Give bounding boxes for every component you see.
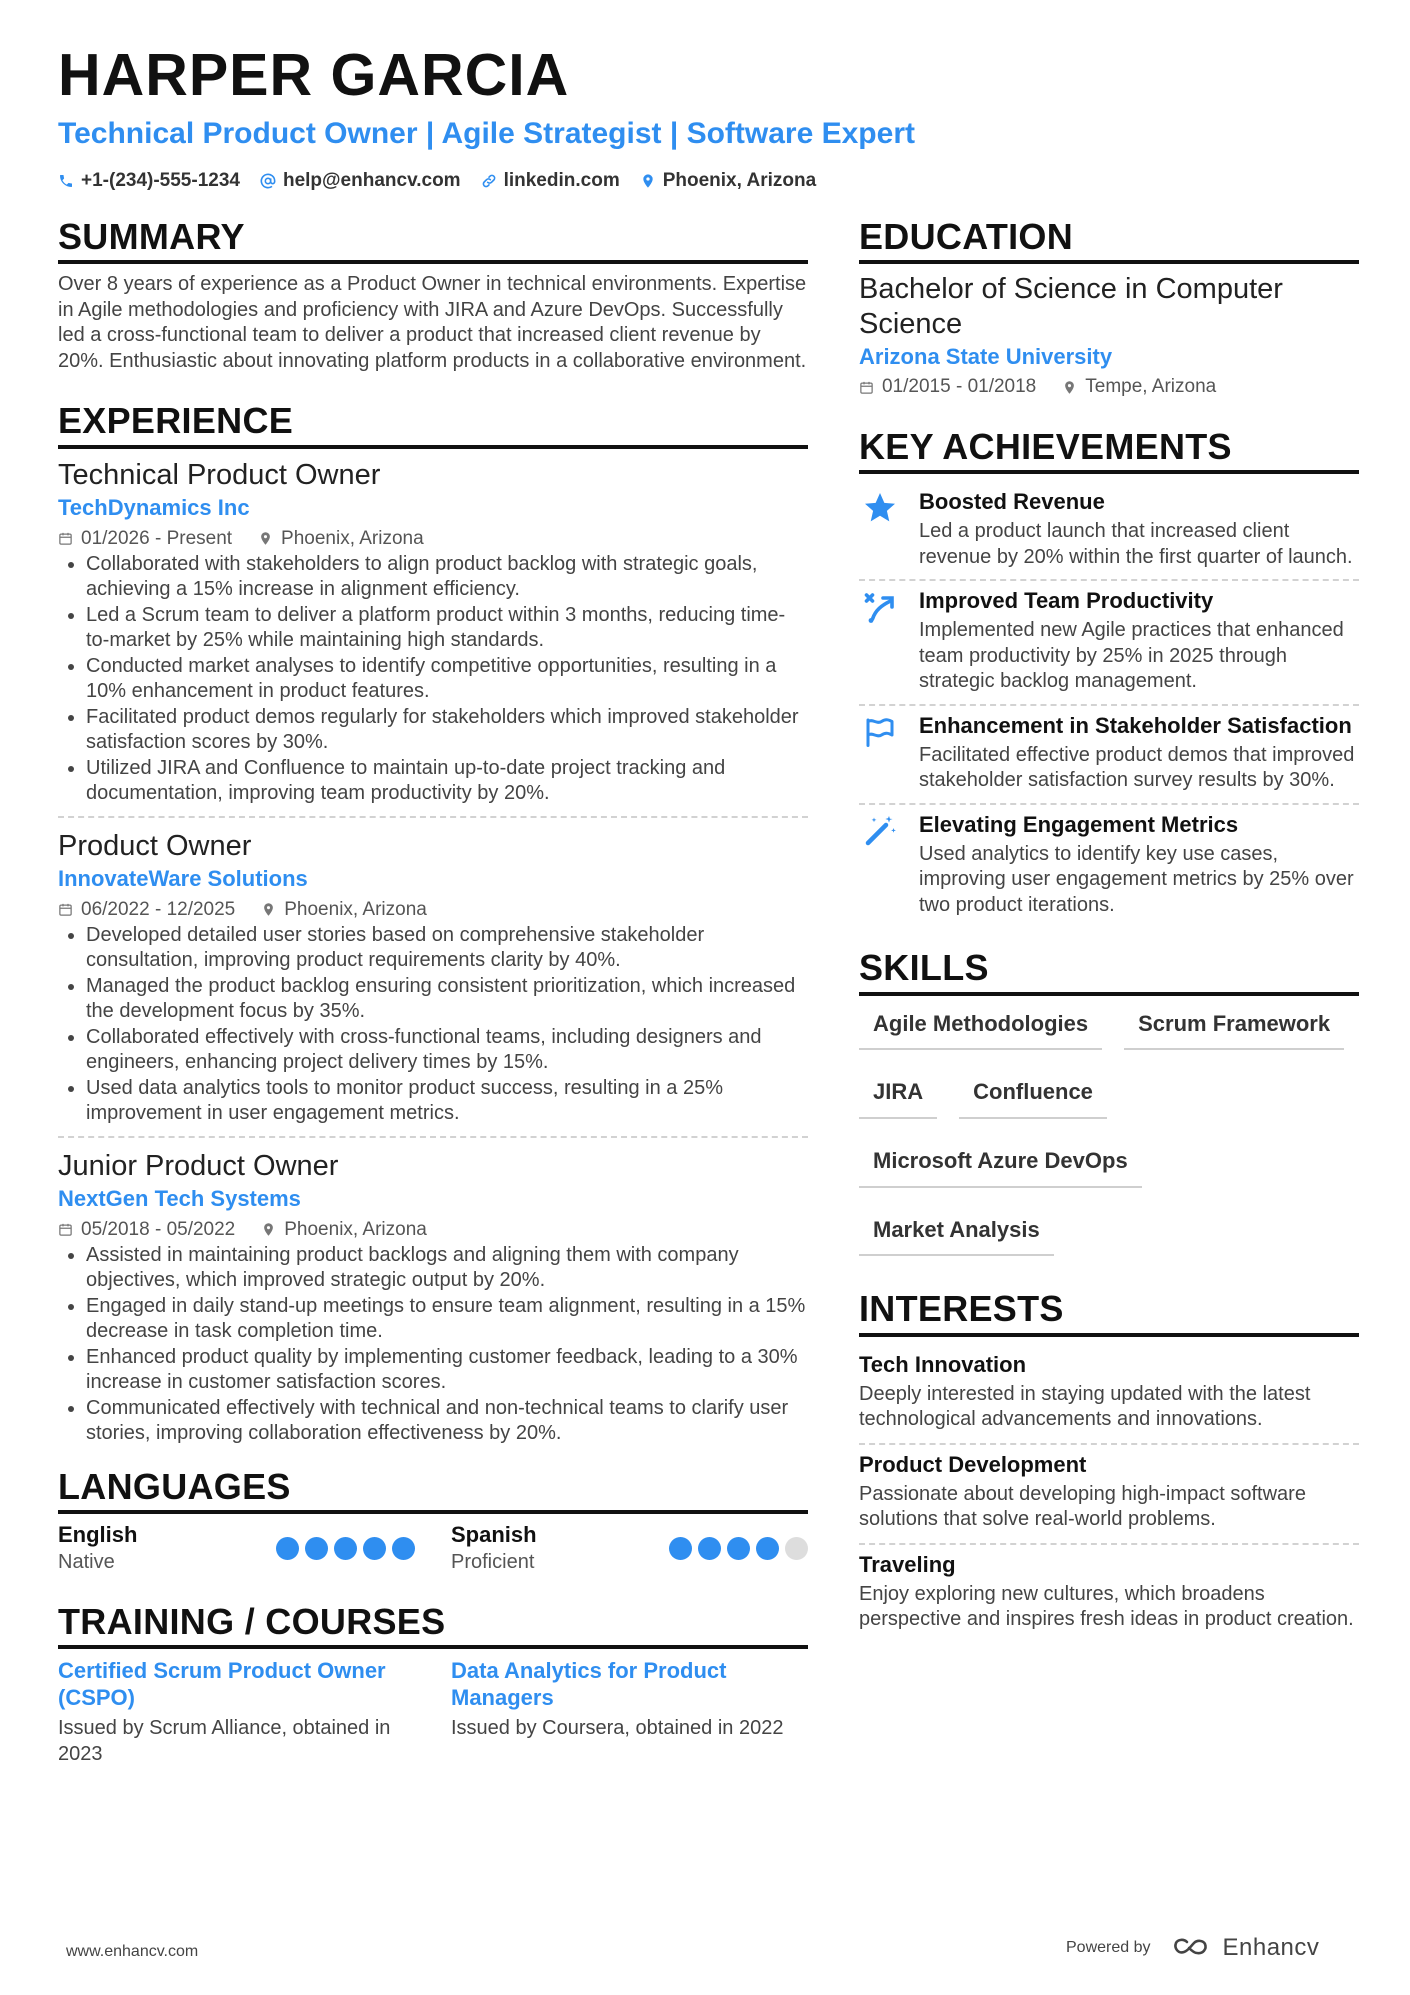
achievement-title: Boosted Revenue bbox=[919, 489, 1105, 515]
achievement-item bbox=[859, 706, 1359, 805]
interest-title: Traveling bbox=[859, 1551, 956, 1577]
interest-title: Tech Innovation bbox=[859, 1351, 1027, 1377]
job-company: TechDynamics Inc bbox=[58, 495, 250, 521]
course-desc: Issued by Scrum Alliance, obtained in 2023 bbox=[58, 1717, 391, 1765]
job-location bbox=[261, 899, 427, 921]
rating-dot-filled bbox=[392, 1537, 415, 1560]
job-bullet: • Enhanced product quality by implementing customer feedback, leading to a 30% increase in customer satisfaction scores. bbox=[86, 1345, 808, 1396]
experience-title: EXPERIENCE bbox=[58, 400, 808, 448]
interests-section bbox=[859, 1288, 1359, 1642]
rating-dot-filled bbox=[334, 1537, 357, 1560]
language-level: Native bbox=[58, 1550, 115, 1573]
courses-list bbox=[58, 1657, 808, 1767]
powered-by-text: Powered by bbox=[1066, 1939, 1151, 1956]
job-company: InnovateWare Solutions bbox=[58, 866, 308, 892]
linkedin-text: linkedin.com bbox=[503, 170, 620, 191]
contact-email[interactable] bbox=[260, 170, 461, 192]
rating-dot-filled bbox=[727, 1537, 750, 1560]
contact-linkedin[interactable] bbox=[481, 170, 620, 192]
job-role: Product Owner bbox=[58, 829, 252, 862]
map-pin-icon bbox=[261, 902, 276, 917]
job-location bbox=[261, 1219, 427, 1241]
flag-icon bbox=[862, 714, 898, 750]
brand-name: Enhancv bbox=[1222, 1934, 1320, 1961]
brand-logo[interactable] bbox=[1167, 1934, 1320, 1962]
job-bullet: • Facilitated product demos regularly for stakeholders which improved stakeholder satisfaction scores by 30%. bbox=[86, 705, 808, 756]
job-bullet: • Communicated effectively with technical and non-technical teams to clarify user stories, improving collaboration effectiveness by 20%. bbox=[86, 1396, 808, 1447]
star-icon bbox=[862, 490, 898, 526]
achievement-item bbox=[859, 581, 1359, 706]
job-bullets bbox=[58, 923, 808, 1127]
skill-tag: JIRA bbox=[859, 1072, 937, 1119]
languages-title: LANGUAGES bbox=[58, 1466, 808, 1514]
job-bullet: • Assisted in maintaining product backlogs and aligning them with company objectives, which improved strategic output by 20%. bbox=[86, 1243, 808, 1294]
achievement-item bbox=[859, 805, 1359, 928]
contact-location bbox=[640, 170, 816, 192]
job-dates bbox=[58, 528, 232, 550]
rating-dot-filled bbox=[276, 1537, 299, 1560]
interest-desc: Enjoy exploring new cultures, which broadens perspective and inspires fresh ideas in product creation. bbox=[859, 1582, 1354, 1631]
education-dates-text: 01/2015 - 01/2018 bbox=[882, 376, 1037, 398]
summary-title: SUMMARY bbox=[58, 216, 808, 264]
interest-desc: Deeply interested in staying updated with the latest technological advancements and innovations. bbox=[859, 1382, 1311, 1431]
course-title: Certified Scrum Product Owner (CSPO) bbox=[58, 1658, 386, 1711]
job-role: Technical Product Owner bbox=[58, 458, 381, 491]
rating-dot-filled bbox=[756, 1537, 779, 1560]
email-text: help@enhancv.com bbox=[282, 170, 461, 191]
job-bullet: • Used data analytics tools to monitor product success, resulting in a 25% improvement in user engagement metrics. bbox=[86, 1076, 808, 1127]
rating-dot-empty bbox=[785, 1537, 808, 1560]
magic-wand-icon bbox=[862, 813, 898, 849]
map-pin-icon bbox=[261, 1222, 276, 1237]
course-desc: Issued by Coursera, obtained in 2022 bbox=[451, 1717, 784, 1740]
calendar-icon bbox=[58, 902, 73, 917]
school: Arizona State University bbox=[859, 344, 1113, 370]
skills-title: SKILLS bbox=[859, 947, 1359, 995]
degree: Bachelor of Science in Computer Science bbox=[859, 273, 1283, 341]
job-bullet: • Utilized JIRA and Confluence to maintain up-to-date project tracking and documentation, improving team productivity by 20%. bbox=[86, 756, 808, 807]
job-location-text: Phoenix, Arizona bbox=[284, 1218, 427, 1240]
job-dates bbox=[58, 1219, 235, 1241]
footer-website[interactable]: www.enhancv.com bbox=[66, 1943, 199, 1960]
interest-desc: Passionate about developing high-impact software solutions that solve real-world problems. bbox=[859, 1482, 1306, 1531]
headline: Technical Product Owner | Agile Strategist | Software Expert bbox=[58, 117, 915, 150]
language-item bbox=[451, 1522, 808, 1574]
language-name: Spanish bbox=[451, 1522, 537, 1548]
map-pin-icon bbox=[258, 531, 273, 546]
contact-bar bbox=[58, 170, 816, 192]
rating-dot-filled bbox=[363, 1537, 386, 1560]
interest-item bbox=[859, 1445, 1359, 1545]
achievement-title: Elevating Engagement Metrics bbox=[919, 811, 1239, 837]
education-title: EDUCATION bbox=[859, 216, 1359, 264]
language-name: English bbox=[58, 1522, 138, 1548]
course-item bbox=[58, 1657, 415, 1767]
map-pin-icon bbox=[640, 173, 656, 189]
achievement-title: Improved Team Productivity bbox=[919, 588, 1214, 614]
job-bullet: • Led a Scrum team to deliver a platform product within 3 months, reducing time-to-market by 25% while maintaining high standards. bbox=[86, 603, 808, 654]
location-text: Phoenix, Arizona bbox=[662, 170, 817, 191]
language-rating bbox=[669, 1537, 808, 1560]
right-column bbox=[859, 216, 1359, 1643]
job-bullet: • Collaborated with stakeholders to align product backlog with strategic goals, achieving a 15% increase in alignment efficiency. bbox=[86, 552, 808, 603]
job-entry bbox=[58, 1148, 808, 1456]
job-dates bbox=[58, 899, 235, 921]
job-dates-text: 06/2022 - 12/2025 bbox=[81, 898, 236, 920]
interest-item bbox=[859, 1345, 1359, 1445]
calendar-icon bbox=[58, 1222, 73, 1237]
job-company: NextGen Tech Systems bbox=[58, 1186, 301, 1212]
strategy-icon bbox=[862, 589, 898, 625]
map-pin-icon bbox=[1062, 380, 1077, 395]
job-location-text: Phoenix, Arizona bbox=[284, 898, 427, 920]
job-bullets bbox=[58, 1243, 808, 1447]
education-section bbox=[859, 216, 1359, 398]
skill-tag: Scrum Framework bbox=[1124, 1004, 1344, 1051]
contact-phone[interactable] bbox=[58, 170, 240, 192]
language-item bbox=[58, 1522, 415, 1574]
job-entry bbox=[58, 457, 808, 818]
interests-title: INTERESTS bbox=[859, 1288, 1359, 1336]
job-meta bbox=[58, 528, 808, 550]
language-level: Proficient bbox=[451, 1550, 535, 1573]
job-bullet: • Collaborated effectively with cross-functional teams, including designers and engineers, enhancing project delivery times by 15%. bbox=[86, 1025, 808, 1076]
job-meta bbox=[58, 899, 808, 921]
achievement-item bbox=[859, 482, 1359, 581]
calendar-icon bbox=[859, 380, 874, 395]
interest-title: Product Development bbox=[859, 1451, 1087, 1477]
experience-section bbox=[58, 400, 808, 1456]
achievement-desc: Implemented new Agile practices that enhanced team productivity by 25% in 2025 through strategic backlog management. bbox=[919, 619, 1344, 693]
course-item bbox=[451, 1657, 808, 1767]
job-entry bbox=[58, 828, 808, 1138]
job-role: Junior Product Owner bbox=[58, 1149, 339, 1182]
link-icon bbox=[481, 173, 497, 189]
skill-tag: Agile Methodologies bbox=[859, 1004, 1102, 1051]
achievements-section bbox=[859, 426, 1359, 927]
job-meta bbox=[58, 1219, 808, 1241]
job-bullet: • Conducted market analyses to identify competitive opportunities, resulting in a 10% enhancement in product features. bbox=[86, 654, 808, 705]
skills-list bbox=[859, 1004, 1359, 1278]
achievement-desc: Facilitated effective product demos that improved stakeholder satisfaction survey results by 30%. bbox=[919, 743, 1355, 792]
job-bullet: • Engaged in daily stand-up meetings to ensure team alignment, resulting in a 15% decrease in task completion time. bbox=[86, 1294, 808, 1345]
summary-text: Over 8 years of experience as a Product Owner in technical environments. Expertise in Agile methodologies and proficiency with JIRA and Azure DevOps. Successfully led a cross-functional team to deliver a product that increased client revenue by 20%. Enthusiastic about innovating platform products in a collaborative environment. bbox=[58, 273, 807, 372]
left-column bbox=[58, 216, 808, 1767]
skill-tag: Confluence bbox=[959, 1072, 1107, 1119]
skill-tag: Microsoft Azure DevOps bbox=[859, 1141, 1142, 1188]
phone-icon bbox=[58, 173, 74, 189]
summary-section bbox=[58, 216, 808, 374]
achievement-desc: Used analytics to identify key use cases, improving user engagement metrics by 25% over two product iterations. bbox=[919, 842, 1354, 916]
footer-branding bbox=[1066, 1934, 1319, 1962]
rating-dot-filled bbox=[698, 1537, 721, 1560]
job-location-text: Phoenix, Arizona bbox=[281, 527, 424, 549]
job-bullet: • Developed detailed user stories based on comprehensive stakeholder consultation, improving product requirements clarity by 40%. bbox=[86, 923, 808, 974]
phone-text: +1-(234)-555-1234 bbox=[81, 170, 240, 191]
education-meta bbox=[859, 376, 1359, 398]
job-location bbox=[258, 528, 424, 550]
languages-section bbox=[58, 1466, 808, 1575]
rating-dot-filled bbox=[669, 1537, 692, 1560]
skills-section bbox=[859, 947, 1359, 1278]
achievements-title: KEY ACHIEVEMENTS bbox=[859, 426, 1359, 474]
job-dates-text: 05/2018 - 05/2022 bbox=[81, 1218, 236, 1240]
training-section bbox=[58, 1601, 808, 1767]
course-title: Data Analytics for Product Managers bbox=[451, 1658, 727, 1711]
education-location-text: Tempe, Arizona bbox=[1085, 376, 1217, 398]
education-dates bbox=[859, 376, 1036, 398]
job-bullet: • Managed the product backlog ensuring consistent prioritization, which increased the development focus by 35%. bbox=[86, 974, 808, 1025]
candidate-name: HARPER GARCIA bbox=[58, 42, 570, 108]
education-location bbox=[1062, 376, 1216, 398]
job-bullets bbox=[58, 552, 808, 807]
achievement-title: Enhancement in Stakeholder Satisfaction bbox=[919, 712, 1352, 738]
job-dates-text: 01/2026 - Present bbox=[81, 527, 233, 549]
language-rating bbox=[276, 1537, 415, 1560]
languages-list bbox=[58, 1522, 808, 1574]
enhancv-logo-icon bbox=[1167, 1936, 1215, 1960]
rating-dot-filled bbox=[305, 1537, 328, 1560]
calendar-icon bbox=[58, 531, 73, 546]
achievement-desc: Led a product launch that increased client revenue by 20% within the first quarter of launch. bbox=[919, 520, 1353, 568]
at-icon bbox=[260, 173, 276, 189]
interest-item bbox=[859, 1545, 1359, 1643]
skill-tag: Market Analysis bbox=[859, 1210, 1054, 1257]
training-title: TRAINING / COURSES bbox=[58, 1601, 808, 1649]
